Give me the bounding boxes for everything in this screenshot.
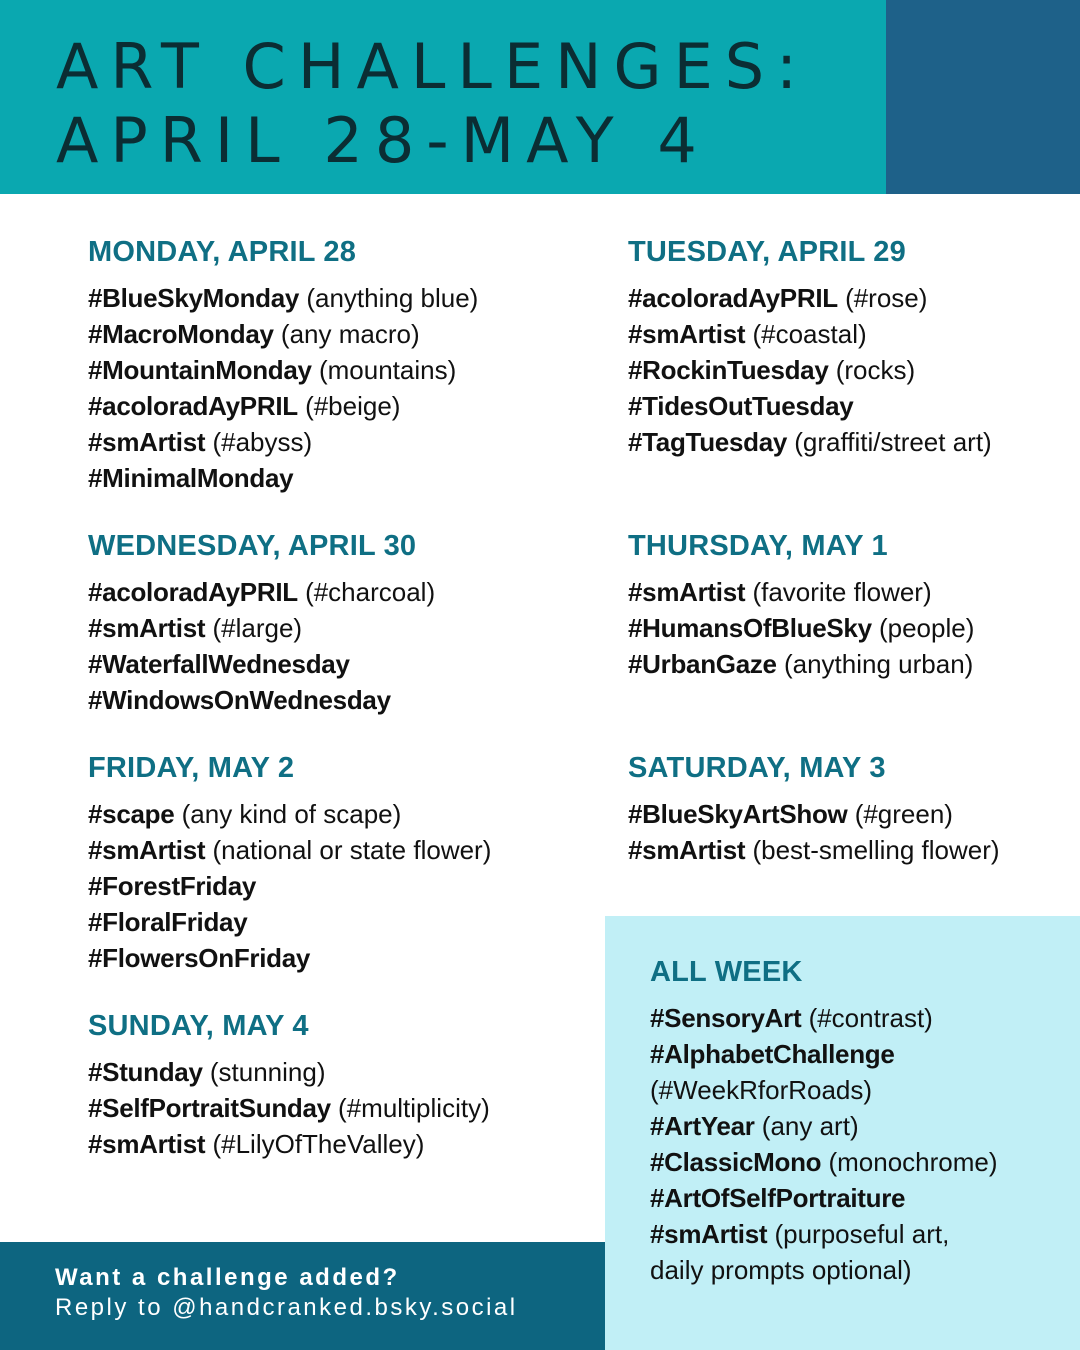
hashtag[interactable]: #smArtist: [88, 835, 206, 865]
hashtag-note: (monochrome): [828, 1147, 998, 1177]
hashtag-note: (purposeful art,: [774, 1219, 950, 1249]
hashtag[interactable]: #acoloradAyPRIL: [88, 391, 298, 421]
hashtag[interactable]: #SelfPortraitSunday: [88, 1093, 331, 1123]
hashtag[interactable]: #smArtist: [628, 319, 746, 349]
challenge-item: [88, 388, 478, 424]
hashtag-note: (#abyss): [212, 427, 313, 457]
hashtag-note: (#large): [212, 613, 303, 643]
hashtag-note: (#green): [854, 799, 953, 829]
day-heading: FRIDAY, MAY 2: [88, 752, 295, 784]
all-week-section: [650, 954, 998, 1288]
header-banner: [0, 0, 886, 194]
challenge-item: [628, 610, 974, 646]
challenge-item: [88, 1090, 490, 1126]
hashtag-note: (any art): [761, 1111, 859, 1141]
hashtag[interactable]: #acoloradAyPRIL: [88, 577, 298, 607]
challenge-item: [628, 352, 992, 388]
challenge-item: [650, 1108, 998, 1144]
challenge-item: [88, 460, 478, 496]
challenge-item: [628, 424, 992, 460]
hashtag[interactable]: #MountainMonday: [88, 355, 312, 385]
hashtag-note: (graffiti/street art): [794, 427, 992, 457]
challenge-item: [88, 1126, 490, 1162]
hashtag-note: (#multiplicity): [338, 1093, 490, 1123]
hashtag[interactable]: #BlueSkyMonday: [88, 283, 300, 313]
challenge-item: [88, 796, 491, 832]
day-wednesday: [88, 528, 435, 718]
hashtag-note: (people): [878, 613, 975, 643]
challenge-item: [650, 1180, 998, 1216]
hashtag[interactable]: #TidesOutTuesday: [628, 391, 854, 421]
day-monday: [88, 234, 478, 496]
hashtag[interactable]: #scape: [88, 799, 175, 829]
hashtag[interactable]: #Stunday: [88, 1057, 203, 1087]
day-sunday: [88, 1008, 490, 1162]
title-line-1: ART CHALLENGES:: [56, 30, 809, 103]
hashtag-note: (stunning): [209, 1057, 326, 1087]
hashtag-note: (national or state flower): [212, 835, 492, 865]
hashtag[interactable]: #smArtist: [88, 613, 206, 643]
title-line-2: APRIL 28-MAY 4: [56, 104, 709, 177]
day-heading: WEDNESDAY, APRIL 30: [88, 530, 417, 562]
challenge-note-line: [650, 1252, 998, 1288]
challenge-item: [88, 682, 435, 718]
hashtag-note: (#rose): [845, 283, 928, 313]
day-heading: SATURDAY, MAY 3: [628, 752, 886, 784]
hashtag[interactable]: #smArtist: [628, 835, 746, 865]
challenge-item: [88, 904, 491, 940]
hashtag[interactable]: #smArtist: [88, 427, 206, 457]
footer-reply-handle[interactable]: Reply to @handcranked.bsky.social: [55, 1294, 518, 1321]
hashtag-note: (best-smelling flower): [752, 835, 1000, 865]
hashtag[interactable]: #smArtist: [628, 577, 746, 607]
all-week-panel: [605, 916, 1080, 1350]
hashtag-note: (mountains): [318, 355, 457, 385]
hashtag[interactable]: #WaterfallWednesday: [88, 649, 350, 679]
hashtag-note: (anything blue): [306, 283, 479, 313]
hashtag-note: (#coastal): [752, 319, 867, 349]
challenge-item: [650, 1216, 998, 1252]
challenge-item: [650, 1000, 998, 1036]
challenge-item: [88, 832, 491, 868]
day-heading: SUNDAY, MAY 4: [88, 1010, 309, 1042]
challenge-item: [628, 796, 1000, 832]
challenge-item: [88, 610, 435, 646]
hashtag[interactable]: #smArtist: [650, 1219, 768, 1249]
challenge-item: [88, 424, 478, 460]
day-heading: MONDAY, APRIL 28: [88, 236, 357, 268]
challenge-item: [628, 832, 1000, 868]
hashtag[interactable]: #ArtYear: [650, 1111, 755, 1141]
hashtag[interactable]: #RockinTuesday: [628, 355, 829, 385]
all-week-heading: ALL WEEK: [650, 956, 803, 988]
hashtag[interactable]: #MacroMonday: [88, 319, 274, 349]
hashtag[interactable]: #ArtOfSelfPortraiture: [650, 1183, 906, 1213]
page-title: [56, 30, 809, 178]
hashtag[interactable]: #WindowsOnWednesday: [88, 685, 391, 715]
challenge-item: [88, 1054, 490, 1090]
hashtag[interactable]: #FloralFriday: [88, 907, 248, 937]
challenge-note-line: [650, 1072, 998, 1108]
challenge-item: [628, 574, 974, 610]
day-heading: TUESDAY, APRIL 29: [628, 236, 906, 268]
hashtag[interactable]: #HumansOfBlueSky: [628, 613, 872, 643]
hashtag-note: (anything urban): [783, 649, 974, 679]
hashtag[interactable]: #AlphabetChallenge: [650, 1039, 895, 1069]
footer-banner: [0, 1242, 605, 1350]
hashtag-note: (any macro): [280, 319, 420, 349]
header-accent-block: [886, 0, 1080, 194]
hashtag-note: (#contrast): [808, 1003, 933, 1033]
challenge-item: [88, 868, 491, 904]
hashtag[interactable]: #ForestFriday: [88, 871, 257, 901]
hashtag[interactable]: #FlowersOnFriday: [88, 943, 311, 973]
hashtag[interactable]: #UrbanGaze: [628, 649, 777, 679]
challenge-item: [650, 1036, 998, 1072]
hashtag[interactable]: #BlueSkyArtShow: [628, 799, 848, 829]
hashtag-note: (any kind of scape): [181, 799, 402, 829]
day-tuesday: [628, 234, 992, 460]
hashtag-note: (favorite flower): [752, 577, 932, 607]
challenge-item: [88, 280, 478, 316]
hashtag-note: (#charcoal): [305, 577, 436, 607]
challenge-item: [628, 316, 992, 352]
challenge-item: [88, 574, 435, 610]
hashtag[interactable]: #MinimalMonday: [88, 463, 294, 493]
day-heading: THURSDAY, MAY 1: [628, 530, 888, 562]
hashtag[interactable]: #smArtist: [88, 1129, 206, 1159]
challenge-item: [88, 940, 491, 976]
challenge-item: [88, 352, 478, 388]
hashtag[interactable]: #TagTuesday: [628, 427, 788, 457]
footer-question: Want a challenge added?: [55, 1264, 400, 1291]
challenge-item: [628, 280, 992, 316]
challenge-item: [650, 1144, 998, 1180]
challenge-item: [628, 646, 974, 682]
day-saturday: [628, 750, 1000, 868]
hashtag-note: (rocks): [835, 355, 916, 385]
challenge-item: [88, 316, 478, 352]
challenge-item: [628, 388, 992, 424]
day-friday: [88, 750, 491, 976]
hashtag-note: (#LilyOfTheValley): [212, 1129, 425, 1159]
hashtag-note: (#beige): [305, 391, 401, 421]
hashtag[interactable]: #ClassicMono: [650, 1147, 822, 1177]
hashtag[interactable]: #acoloradAyPRIL: [628, 283, 838, 313]
challenge-item: [88, 646, 435, 682]
hashtag[interactable]: #SensoryArt: [650, 1003, 802, 1033]
hashtag-note: daily prompts optional): [650, 1255, 912, 1285]
hashtag-note: (#WeekRforRoads): [650, 1075, 873, 1105]
day-thursday: [628, 528, 974, 682]
